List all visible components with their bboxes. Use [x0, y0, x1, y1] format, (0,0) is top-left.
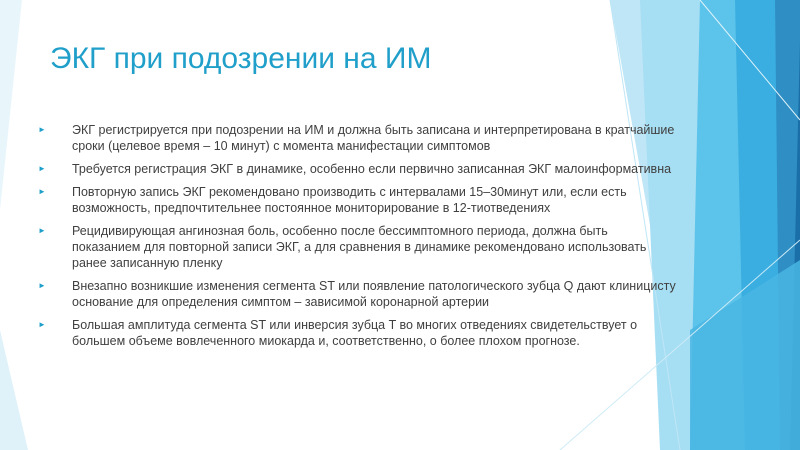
bullet-text: Внезапно возникшие изменения сегмента ST или появление патологического зубца Q дают клиницисту основание для определения симптом – зависимой коронарной артерии — [72, 279, 676, 309]
bullet-text: Повторную запись ЭКГ рекомендовано производить с интервалами 15–30минут или, если есть возможность, предпочтительнее постоянное мониторирование в 12-тиотведениях — [72, 185, 627, 215]
left-bottom-facet-shape — [0, 330, 28, 450]
bullet-arrow-icon: ► — [38, 226, 46, 235]
bullet-text: Большая амплитуда сегмента ST или инверсия зубца T во многих отведениях свидетельствует о большем объеме вовлеченного миокарда и, соответственно, о более плохом прогнозе. — [72, 318, 638, 348]
slide-title: ЭКГ при подозрении на ИМ — [50, 42, 432, 75]
bullet-arrow-icon: ► — [38, 281, 46, 290]
bullet-text: ЭКГ регистрируется при подозрении на ИМ и должна быть записана и интерпретирована в кратчайшие сроки (целевое время – 10 минут) с момента манифестации симптомов — [72, 123, 675, 153]
bullet-item — [38, 223, 678, 271]
left-facet-shape — [0, 0, 22, 210]
bullet-item — [38, 184, 678, 216]
bullet-list — [38, 122, 678, 356]
bullet-text: Требуется регистрация ЭКГ в динамике, особенно если первично записанная ЭКГ малоинформативна — [72, 162, 672, 176]
bullet-arrow-icon: ► — [38, 164, 46, 173]
bullet-text: Рецидивирующая ангинозная боль, особенно после бессимптомного периода, должна быть показанием для повторной записи ЭКГ, а для сравнения в динамике рекомендовано использовать ранее записанную пленку — [72, 224, 647, 270]
bullet-item — [38, 122, 678, 154]
bullet-item — [38, 317, 678, 349]
bullet-arrow-icon: ► — [38, 125, 46, 134]
bullet-item — [38, 161, 678, 177]
bullet-arrow-icon: ► — [38, 320, 46, 329]
bullet-arrow-icon: ► — [38, 187, 46, 196]
bullet-item — [38, 278, 678, 310]
